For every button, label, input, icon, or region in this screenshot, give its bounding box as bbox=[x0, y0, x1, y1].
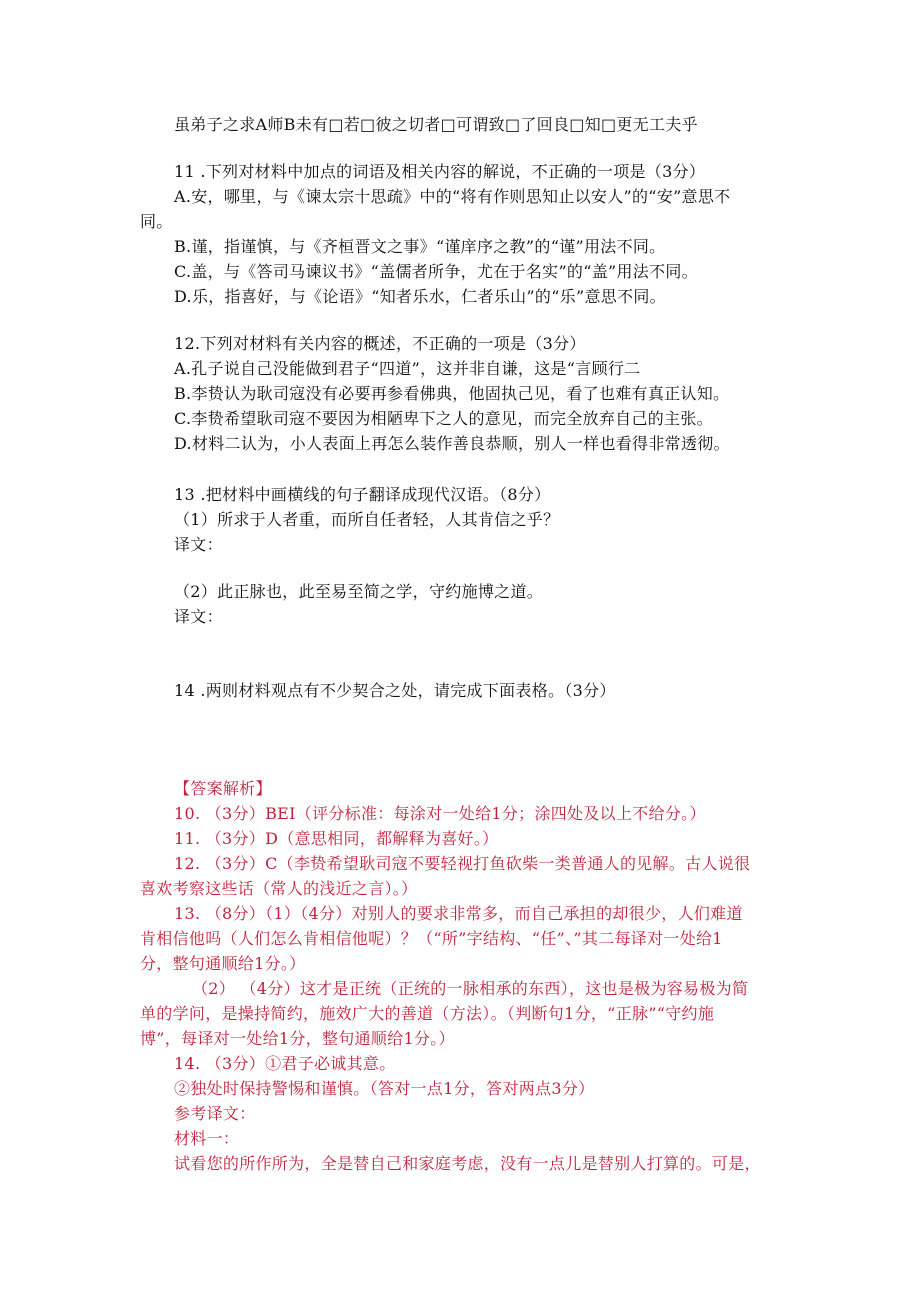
q12-option-c: C.李贽希望耿司寇不要因为相陋卑下之人的意见，而完全放弃自己的主张。 bbox=[174, 409, 713, 428]
answer-13-part-2: （2） （4分）这才是正统（正统的一脉相承的东西），这也是极为容易极为简 bbox=[192, 979, 749, 998]
q11-option-c: C.盖，与《答司马谏议书》“盖儒者所争，尤在于名实”的“盖”用法不同。 bbox=[174, 262, 698, 281]
q13-sentence-1: （1）所求于人者重，而所自任者轻，人其肯信之乎？ bbox=[174, 510, 560, 529]
answer-13: 13. （8分）（1）（4分）对别人的要求非常多，而自己承担的却很少，人们难道 bbox=[174, 904, 743, 923]
answer-13-cont-2: 分，整句通顺给1分。） bbox=[140, 954, 306, 973]
top-garbled-line: 虽弟子之求A师B未有□若□彼之切者□可谓致□了回良□知□更无工夫乎 bbox=[174, 115, 698, 134]
material-one-label: 材料一： bbox=[174, 1129, 240, 1148]
q13-sentence-2: （2）此正脉也，此至易至简之学，守约施博之道。 bbox=[174, 582, 544, 601]
translation-text: 试看您的所作所为，全是替自己和家庭考虑，没有一点儿是替别人打算的。可是， bbox=[174, 1154, 761, 1173]
q12-stem: 12.下列对材料有关内容的概述，不正确的一项是（3分） bbox=[174, 334, 586, 353]
answer-12-cont: 喜欢考察这些话（常人的浅近之言）。） bbox=[140, 879, 418, 898]
answer-10: 10. （3分）BEI（评分标准：每涂对一处给1分；涂四处及以上不给分。） bbox=[174, 804, 706, 823]
q11-option-b: B.谨，指谨慎，与《齐桓晋文之事》“谨庠序之教”的“谨”用法不同。 bbox=[174, 237, 666, 256]
reference-translation-label: 参考译文： bbox=[174, 1104, 256, 1123]
q11-option-a: A.安，哪里，与《谏太宗十思疏》中的“将有作则思知止以安人”的“安”意思不 bbox=[174, 187, 731, 206]
answer-13-part-2-cont-1: 单的学问，是操持简约，施效广大的善道（方法）。（判断句1分，“正脉”“守约施 bbox=[140, 1004, 715, 1023]
q12-option-b: B.李贽认为耿司寇没有必要再参看佛典，他固执己见，看了也难有真正认知。 bbox=[174, 384, 730, 403]
answer-11: 11. （3分）D（意思相同，都解释为喜好。） bbox=[174, 829, 499, 848]
q12-option-a: A.孔子说自己没能做到君子“四道”，这并非自谦，这是“言顾行二 bbox=[174, 359, 641, 378]
answer-13-cont-1: 肯相信他吗（人们怎么肯相信他呢）？（“所”字结构、“任”、”其二每译对一处给1 bbox=[140, 929, 723, 948]
q13-stem: 13 .把材料中画横线的句子翻译成现代汉语。（8分） bbox=[174, 485, 551, 504]
q13-translation-label-2: 译文： bbox=[174, 607, 223, 626]
answer-header: 【答案解析】 bbox=[174, 779, 272, 798]
q11-stem: 11 .下列对材料中加点的词语及相关内容的解说，不正确的一项是（3分） bbox=[174, 162, 706, 181]
answer-12: 12. （3分）C（李贽希望耿司寇不要轻视打鱼砍柴一类普通人的见解。古人说很 bbox=[174, 854, 751, 873]
answer-14-point-2: ②独处时保持警惕和谨慎。（答对一点1分，答对两点3分） bbox=[174, 1079, 595, 1098]
q13-translation-label-1: 译文： bbox=[174, 535, 223, 554]
answer-14: 14. （3分）①君子必诚其意。 bbox=[174, 1054, 396, 1073]
q12-option-d: D.材料二认为，小人表面上再怎么装作善良恭顺，别人一样也看得非常透彻。 bbox=[174, 434, 730, 453]
answer-13-part-2-cont-2: 博”，每译对一处给1分，整句通顺给1分。） bbox=[140, 1029, 455, 1048]
q11-option-d: D.乐，指喜好，与《论语》“知者乐水，仁者乐山”的“乐”意思不同。 bbox=[174, 287, 666, 306]
q11-option-a-cont: 同。 bbox=[140, 212, 173, 231]
q14-stem: 14 .两则材料观点有不少契合之处，请完成下面表格。（3分） bbox=[174, 681, 616, 700]
